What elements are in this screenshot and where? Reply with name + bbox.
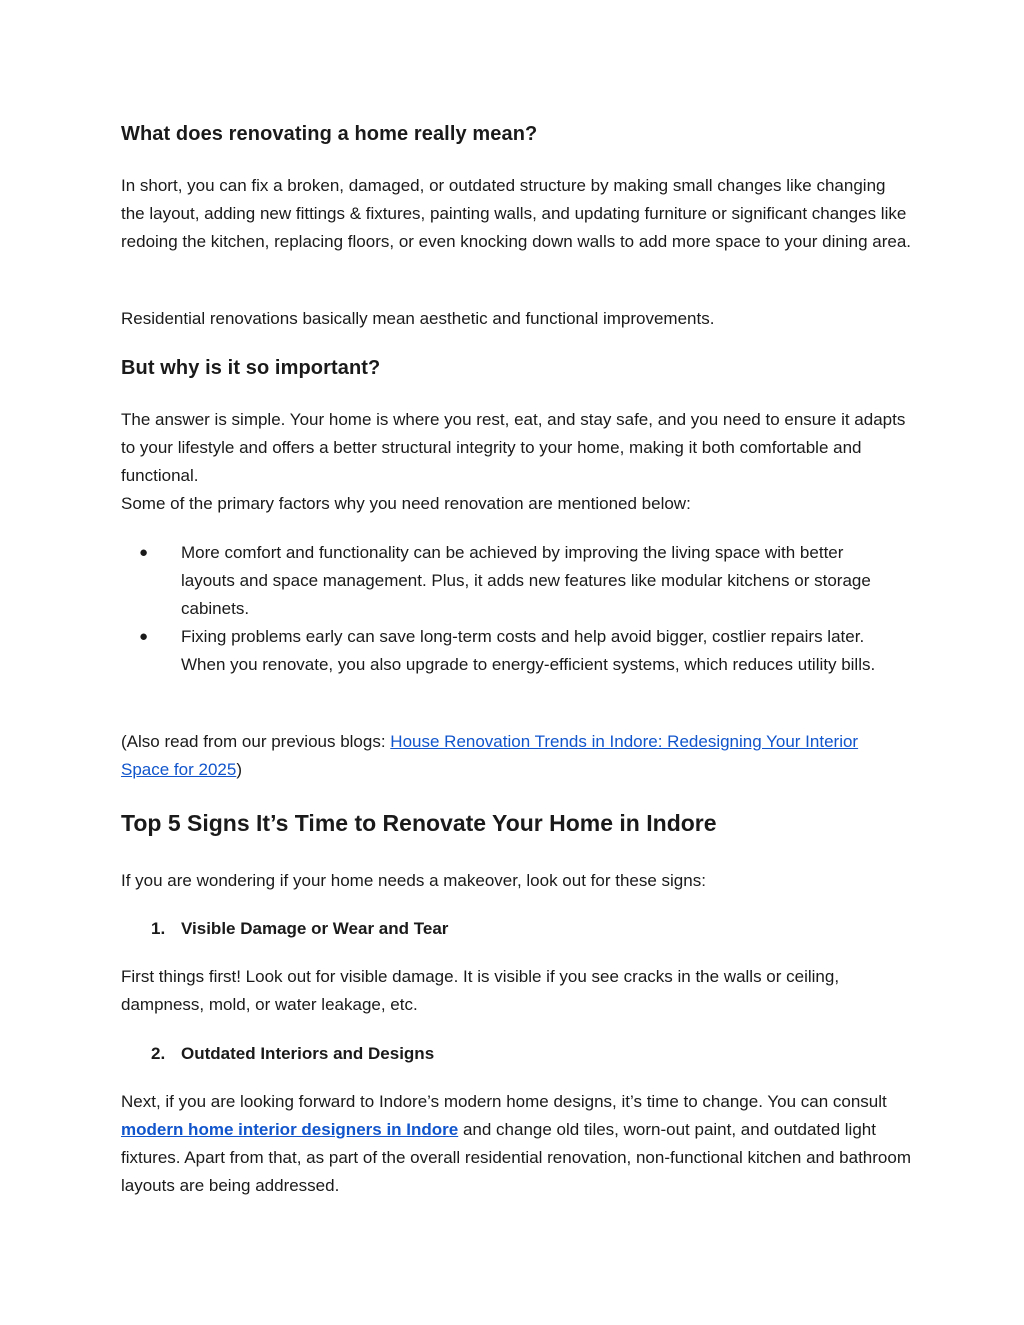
bullet-text: More comfort and functionality can be achieved by improving the living space with better layouts and space management. Plus, it adds new features like modular kitchens or storage cabinets.	[181, 543, 871, 618]
bullet-marker: ●	[139, 628, 149, 645]
list-number: 1.	[151, 919, 166, 938]
list-item	[121, 623, 911, 679]
bullet-marker: ●	[139, 544, 149, 561]
also-read-prefix: (Also read from our previous blogs:	[121, 732, 391, 751]
interior-designers-link[interactable]: modern home interior designers in Indore	[121, 1120, 459, 1139]
list-item-title: Visible Damage or Wear and Tear	[181, 919, 449, 938]
section-heading-top-5-signs: Top 5 Signs It’s Time to Renovate Your Home in Indore	[121, 810, 717, 836]
outdated-text-suffix: and change old tiles, worn-out paint, and outdated light fixtures. Apart from that, as part of the overall residential renovation, non-functional kitchen and bathroom layouts are being addressed.	[121, 1120, 911, 1195]
paragraph-signs-intro: If you are wondering if your home needs a makeover, look out for these signs:	[121, 871, 706, 890]
paragraph-importance-answer: The answer is simple. Your home is where you rest, eat, and stay safe, and you need to ensure it adapts to your lifestyle and offers a better structural integrity to your home, making it both comfortable and functional.	[121, 410, 906, 485]
section-heading-importance: But why is it so important?	[121, 357, 381, 379]
previous-blog-link[interactable]: House Renovation Trends in Indore: Redesigning Your Interior Space for 2025	[121, 732, 859, 779]
paragraph-primary-factors: Some of the primary factors why you need renovation are mentioned below:	[121, 494, 691, 513]
list-item-title: Outdated Interiors and Designs	[181, 1044, 435, 1063]
list-number: 2.	[151, 1044, 166, 1063]
paragraph-residential-renovations: Residential renovations basically mean aesthetic and functional improvements.	[121, 309, 715, 328]
paragraph-outdated-interiors	[121, 1088, 911, 1200]
bullet-text: Fixing problems early can save long-term costs and help avoid bigger, costlier repairs later. When you renovate, you also upgrade to energy-efficient systems, which reduces utility bills.	[181, 627, 876, 674]
also-read-suffix: )	[236, 760, 242, 779]
section-heading-renovation-meaning: What does renovating a home really mean?	[121, 123, 538, 145]
list-item	[121, 539, 911, 623]
paragraph-renovation-definition: In short, you can fix a broken, damaged, or outdated structure by making small changes like changing the layout, adding new fittings & fixtures, painting walls, and updating furniture or significant changes like redoing the kitchen, replacing floors, or even knocking down walls to add more space to your dining area.	[121, 176, 912, 251]
outdated-text-prefix: Next, if you are looking forward to Indore’s modern home designs, it’s time to change. You can consult	[121, 1092, 887, 1111]
paragraph-also-read	[121, 728, 911, 784]
paragraph-visible-damage: First things first! Look out for visible damage. It is visible if you see cracks in the walls or ceiling, dampness, mold, or water leakage, etc.	[121, 967, 840, 1014]
